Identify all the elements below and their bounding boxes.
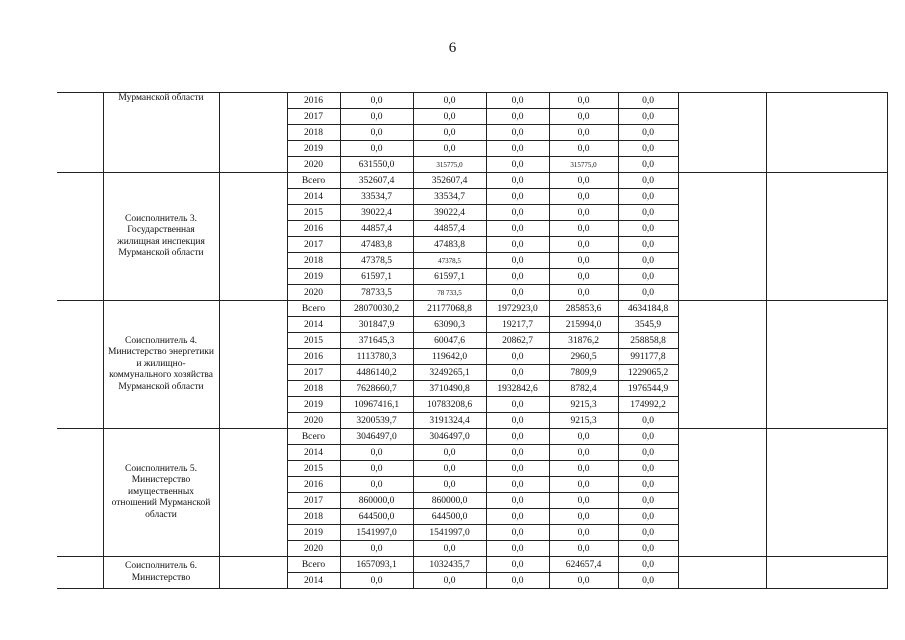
other-cell: 0,0 (618, 445, 678, 461)
local-cell: 8782,4 (549, 381, 618, 397)
total-cell: 47378,5 (340, 253, 413, 269)
table-row (57, 173, 887, 189)
year-cell: 2016 (287, 349, 340, 365)
empty-cell (57, 93, 103, 173)
total-cell: 78733,5 (340, 285, 413, 301)
federal-cell: 0,0 (486, 253, 549, 269)
federal-cell: 0,0 (486, 221, 549, 237)
year-cell: 2014 (287, 317, 340, 333)
regional-cell: 860000,0 (413, 493, 486, 509)
year-cell: 2016 (287, 477, 340, 493)
empty-cell (219, 557, 287, 589)
local-cell: 0,0 (549, 221, 618, 237)
local-cell: 0,0 (549, 285, 618, 301)
total-cell: 0,0 (340, 573, 413, 589)
regional-cell: 44857,4 (413, 221, 486, 237)
regional-cell: 315775,0 (413, 157, 486, 173)
remark-cell (678, 429, 766, 557)
table-row (57, 93, 887, 109)
local-cell: 624657,4 (549, 557, 618, 573)
other-cell: 0,0 (618, 461, 678, 477)
local-cell: 9215,3 (549, 413, 618, 429)
total-cell: 0,0 (340, 477, 413, 493)
total-cell: 0,0 (340, 141, 413, 157)
year-cell: 2019 (287, 525, 340, 541)
local-cell: 0,0 (549, 493, 618, 509)
executor-cell: Мурманской области (103, 93, 219, 173)
other-cell: 0,0 (618, 493, 678, 509)
federal-cell: 0,0 (486, 157, 549, 173)
year-cell: 2018 (287, 381, 340, 397)
local-cell: 0,0 (549, 269, 618, 285)
federal-cell: 0,0 (486, 557, 549, 573)
regional-cell: 0,0 (413, 541, 486, 557)
year-cell: 2014 (287, 189, 340, 205)
year-cell: Всего (287, 301, 340, 317)
regional-cell: 0,0 (413, 461, 486, 477)
regional-cell: 3046497,0 (413, 429, 486, 445)
year-cell: 2019 (287, 397, 340, 413)
other-cell: 0,0 (618, 125, 678, 141)
table-row (57, 301, 887, 317)
year-cell: Всего (287, 557, 340, 573)
total-cell: 860000,0 (340, 493, 413, 509)
regional-cell: 47483,8 (413, 237, 486, 253)
local-cell: 31876,2 (549, 333, 618, 349)
year-cell: 2015 (287, 205, 340, 221)
total-cell: 61597,1 (340, 269, 413, 285)
other-cell: 991177,8 (618, 349, 678, 365)
federal-cell: 0,0 (486, 493, 549, 509)
regional-cell: 1032435,7 (413, 557, 486, 573)
federal-cell: 0,0 (486, 93, 549, 109)
regional-cell: 39022,4 (413, 205, 486, 221)
other-cell: 0,0 (618, 205, 678, 221)
year-cell: 2018 (287, 125, 340, 141)
year-cell: Всего (287, 173, 340, 189)
regional-cell: 63090,3 (413, 317, 486, 333)
local-cell: 0,0 (549, 445, 618, 461)
federal-cell: 19217,7 (486, 317, 549, 333)
other-cell: 174992,2 (618, 397, 678, 413)
local-cell: 0,0 (549, 173, 618, 189)
regional-cell: 0,0 (413, 93, 486, 109)
regional-cell: 0,0 (413, 141, 486, 157)
local-cell: 0,0 (549, 205, 618, 221)
total-cell: 371645,3 (340, 333, 413, 349)
table-row (57, 557, 887, 573)
other-cell: 0,0 (618, 221, 678, 237)
executor-cell: Соисполнитель 6. Министерство (103, 557, 219, 589)
year-cell: 2018 (287, 253, 340, 269)
other-cell: 4634184,8 (618, 301, 678, 317)
empty-cell (219, 93, 287, 173)
year-cell: 2017 (287, 109, 340, 125)
total-cell: 0,0 (340, 109, 413, 125)
total-cell: 7628660,7 (340, 381, 413, 397)
executor-cell: Соисполнитель 5. Министерство имущественных отношений Мурманской области (103, 429, 219, 557)
year-cell: 2015 (287, 461, 340, 477)
total-cell: 631550,0 (340, 157, 413, 173)
local-cell: 9215,3 (549, 397, 618, 413)
local-cell: 0,0 (549, 461, 618, 477)
federal-cell: 0,0 (486, 125, 549, 141)
year-cell: 2016 (287, 93, 340, 109)
other-cell: 0,0 (618, 573, 678, 589)
year-cell: 2020 (287, 285, 340, 301)
federal-cell: 0,0 (486, 429, 549, 445)
executor-cell: Соисполнитель 4. Министерство энергетики и жилищно-коммунального хозяйства Мурманской области (103, 301, 219, 429)
federal-cell: 0,0 (486, 413, 549, 429)
total-cell: 0,0 (340, 445, 413, 461)
federal-cell: 20862,7 (486, 333, 549, 349)
empty-cell (219, 173, 287, 301)
local-cell: 0,0 (549, 141, 618, 157)
regional-cell: 0,0 (413, 445, 486, 461)
regional-cell: 3710490,8 (413, 381, 486, 397)
regional-cell: 61597,1 (413, 269, 486, 285)
local-cell: 0,0 (549, 477, 618, 493)
other-cell: 0,0 (618, 157, 678, 173)
federal-cell: 0,0 (486, 205, 549, 221)
local-cell: 7809,9 (549, 365, 618, 381)
local-cell: 0,0 (549, 573, 618, 589)
regional-cell: 119642,0 (413, 349, 486, 365)
other-cell: 0,0 (618, 173, 678, 189)
other-cell: 0,0 (618, 557, 678, 573)
empty-cell (57, 557, 103, 589)
local-cell: 0,0 (549, 125, 618, 141)
federal-cell: 0,0 (486, 525, 549, 541)
total-cell: 0,0 (340, 461, 413, 477)
regional-cell: 60047,6 (413, 333, 486, 349)
total-cell: 0,0 (340, 541, 413, 557)
total-cell: 4486140,2 (340, 365, 413, 381)
regional-cell: 0,0 (413, 573, 486, 589)
other-cell: 0,0 (618, 109, 678, 125)
federal-cell: 1972923,0 (486, 301, 549, 317)
local-cell: 2960,5 (549, 349, 618, 365)
federal-cell: 0,0 (486, 461, 549, 477)
other-cell: 0,0 (618, 237, 678, 253)
regional-cell: 47378,5 (413, 253, 486, 269)
result-cell (766, 429, 887, 557)
total-cell: 0,0 (340, 125, 413, 141)
total-cell: 39022,4 (340, 205, 413, 221)
other-cell: 0,0 (618, 413, 678, 429)
total-cell: 1657093,1 (340, 557, 413, 573)
remark-cell (678, 93, 766, 173)
local-cell: 285853,6 (549, 301, 618, 317)
regional-cell: 0,0 (413, 125, 486, 141)
year-cell: 2017 (287, 237, 340, 253)
year-cell: 2019 (287, 269, 340, 285)
federal-cell: 0,0 (486, 349, 549, 365)
regional-cell: 0,0 (413, 477, 486, 493)
remark-cell (678, 557, 766, 589)
total-cell: 47483,8 (340, 237, 413, 253)
empty-cell (57, 429, 103, 557)
result-cell (766, 93, 887, 173)
federal-cell: 0,0 (486, 541, 549, 557)
total-cell: 10967416,1 (340, 397, 413, 413)
local-cell: 0,0 (549, 253, 618, 269)
executor-cell: Соисполнитель 3. Государственная жилищная инспекция Мурманской области (103, 173, 219, 301)
federal-cell: 0,0 (486, 141, 549, 157)
local-cell: 315775,0 (549, 157, 618, 173)
other-cell: 1976544,9 (618, 381, 678, 397)
other-cell: 0,0 (618, 285, 678, 301)
federal-cell: 0,0 (486, 445, 549, 461)
other-cell: 0,0 (618, 141, 678, 157)
empty-cell (57, 301, 103, 429)
other-cell: 0,0 (618, 525, 678, 541)
federal-cell: 0,0 (486, 477, 549, 493)
result-cell (766, 557, 887, 589)
other-cell: 0,0 (618, 93, 678, 109)
year-cell: 2017 (287, 493, 340, 509)
local-cell: 0,0 (549, 237, 618, 253)
federal-cell: 0,0 (486, 237, 549, 253)
local-cell: 0,0 (549, 189, 618, 205)
other-cell: 0,0 (618, 253, 678, 269)
federal-cell: 0,0 (486, 397, 549, 413)
total-cell: 33534,7 (340, 189, 413, 205)
total-cell: 644500,0 (340, 509, 413, 525)
total-cell: 28070030,2 (340, 301, 413, 317)
regional-cell: 3249265,1 (413, 365, 486, 381)
local-cell: 0,0 (549, 109, 618, 125)
empty-cell (219, 429, 287, 557)
other-cell: 0,0 (618, 269, 678, 285)
year-cell: 2015 (287, 333, 340, 349)
year-cell: 2020 (287, 413, 340, 429)
local-cell: 215994,0 (549, 317, 618, 333)
other-cell: 0,0 (618, 189, 678, 205)
other-cell: 1229065,2 (618, 365, 678, 381)
federal-cell: 0,0 (486, 365, 549, 381)
other-cell: 3545,9 (618, 317, 678, 333)
other-cell: 0,0 (618, 541, 678, 557)
local-cell: 0,0 (549, 525, 618, 541)
total-cell: 1113780,3 (340, 349, 413, 365)
year-cell: 2020 (287, 541, 340, 557)
remark-cell (678, 301, 766, 429)
regional-cell: 0,0 (413, 109, 486, 125)
year-cell: Всего (287, 429, 340, 445)
federal-cell: 0,0 (486, 573, 549, 589)
regional-cell: 352607,4 (413, 173, 486, 189)
regional-cell: 10783208,6 (413, 397, 486, 413)
local-cell: 0,0 (549, 541, 618, 557)
local-cell: 0,0 (549, 429, 618, 445)
year-cell: 2016 (287, 221, 340, 237)
federal-cell: 0,0 (486, 285, 549, 301)
empty-cell (57, 173, 103, 301)
other-cell: 0,0 (618, 477, 678, 493)
result-cell (766, 173, 887, 301)
total-cell: 301847,9 (340, 317, 413, 333)
remark-cell (678, 173, 766, 301)
regional-cell: 33534,7 (413, 189, 486, 205)
funding-table (57, 92, 888, 589)
result-cell (766, 301, 887, 429)
federal-cell: 0,0 (486, 509, 549, 525)
federal-cell: 0,0 (486, 269, 549, 285)
total-cell: 352607,4 (340, 173, 413, 189)
regional-cell: 78 733,5 (413, 285, 486, 301)
total-cell: 44857,4 (340, 221, 413, 237)
total-cell: 3200539,7 (340, 413, 413, 429)
year-cell: 2018 (287, 509, 340, 525)
federal-cell: 0,0 (486, 109, 549, 125)
year-cell: 2019 (287, 141, 340, 157)
table-row (57, 429, 887, 445)
total-cell: 1541997,0 (340, 525, 413, 541)
page-number: 6 (448, 40, 457, 56)
year-cell: 2020 (287, 157, 340, 173)
year-cell: 2014 (287, 445, 340, 461)
regional-cell: 1541997,0 (413, 525, 486, 541)
regional-cell: 21177068,8 (413, 301, 486, 317)
total-cell: 0,0 (340, 93, 413, 109)
local-cell: 0,0 (549, 93, 618, 109)
other-cell: 258858,8 (618, 333, 678, 349)
regional-cell: 3191324,4 (413, 413, 486, 429)
federal-cell: 0,0 (486, 189, 549, 205)
federal-cell: 1932842,6 (486, 381, 549, 397)
other-cell: 0,0 (618, 429, 678, 445)
year-cell: 2017 (287, 365, 340, 381)
year-cell: 2014 (287, 573, 340, 589)
other-cell: 0,0 (618, 509, 678, 525)
regional-cell: 644500,0 (413, 509, 486, 525)
local-cell: 0,0 (549, 509, 618, 525)
total-cell: 3046497,0 (340, 429, 413, 445)
empty-cell (219, 301, 287, 429)
federal-cell: 0,0 (486, 173, 549, 189)
